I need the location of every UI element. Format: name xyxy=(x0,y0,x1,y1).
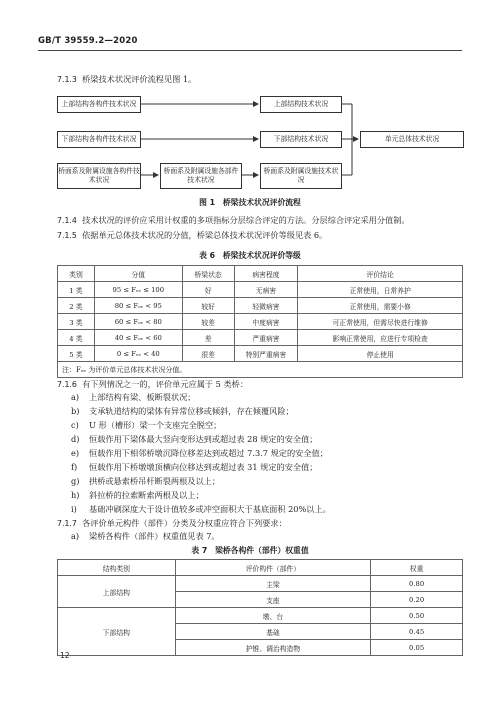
table-header-row xyxy=(58,560,463,576)
paragraph-7-1-5 xyxy=(57,229,327,242)
paragraph-7-1-7 xyxy=(57,517,287,530)
table-row xyxy=(58,608,463,624)
table-cell: 较差 xyxy=(182,314,234,330)
list-item xyxy=(71,530,220,542)
list-item xyxy=(71,489,204,501)
table-cell: 80 ≤ Fₒᵥ < 95 xyxy=(94,298,182,314)
figure-1 xyxy=(0,0,500,200)
list-marker: i) xyxy=(71,504,77,514)
table-note: 注：Fₒᵥ 为评价单元总体技术状况分值。 xyxy=(58,362,463,378)
table-7-caption: 表 7 梁桥各构件（部件）权重值 xyxy=(191,546,309,555)
table-cell: 0 ≤ Fₒᵥ < 40 xyxy=(94,346,182,362)
list-item xyxy=(71,461,318,473)
flow-box-deck: 桥面系及附属设施技术状况 xyxy=(260,163,342,189)
table-cell: 0.80 xyxy=(371,576,463,592)
table-cell: 0.45 xyxy=(371,624,463,640)
table-note-row xyxy=(58,362,463,378)
table-cell: 差 xyxy=(182,330,234,346)
table-row xyxy=(58,576,463,592)
paragraph-7-1-6 xyxy=(57,378,248,391)
flow-box-superstructure-components: 上部结构各构件技术状况 xyxy=(57,96,141,113)
section-number: 7.1.5 xyxy=(57,231,77,240)
list-marker: h) xyxy=(71,490,80,500)
list-text: 恒载作用下相邻桥墩沉降位移差达到或超过 7.3.7 规定的安全值； xyxy=(89,448,328,458)
table-6-caption: 表 6 桥梁技术状况评价等级 xyxy=(199,251,301,260)
table-cell: 中度病害 xyxy=(234,314,298,330)
paragraph-text: 技术状况的评价应采用计权重的多项指标分层综合评定的方法。分层综合评定采用分值制。 xyxy=(82,215,410,225)
standard-number: GB/T 39559.2—2020 xyxy=(38,36,138,46)
list-text: 恒载作用下梁体最大竖向变形达到或超过表 28 规定的安全值； xyxy=(89,434,318,444)
table-cell: 较好 xyxy=(182,298,234,314)
list-text: 上部结构有梁、板断裂状况； xyxy=(89,392,196,402)
list-item xyxy=(71,433,318,445)
table-cell: 3 类 xyxy=(58,314,95,330)
list-item xyxy=(71,405,294,417)
section-number: 7.1.4 xyxy=(57,216,77,225)
category-cell: 下部结构 xyxy=(58,608,176,656)
flow-box-substructure: 下部结构技术状况 xyxy=(260,131,342,148)
table-row xyxy=(58,330,463,346)
list-item xyxy=(71,475,220,487)
table-cell: 正常使用，日常养护 xyxy=(298,282,463,298)
table-cell: 主梁 xyxy=(175,576,371,592)
list-marker: f) xyxy=(71,462,78,472)
list-text: 基础冲刷深度大于设计值较多或冲空面积大于基底面积 20%以上。 xyxy=(89,504,331,514)
column-header: 分值 xyxy=(94,266,182,282)
section-number: 7.1.6 xyxy=(57,380,77,389)
page-number: 12 xyxy=(60,651,70,660)
table-cell: 60 ≤ Fₒᵥ < 80 xyxy=(94,314,182,330)
table-cell: 好 xyxy=(182,282,234,298)
list-item xyxy=(71,419,221,431)
list-text: 拱桥或悬索桥吊杆断裂两根及以上； xyxy=(89,476,221,486)
list-marker: g) xyxy=(71,476,80,486)
table-row xyxy=(58,282,463,298)
table-cell: 可正常使用，但需尽快进行维修 xyxy=(298,314,463,330)
table-cell: 0.05 xyxy=(371,640,463,656)
table-cell: 无病害 xyxy=(234,282,298,298)
table-cell: 特别严重病害 xyxy=(234,346,298,362)
table-cell: 护锥、调治构造物 xyxy=(175,640,371,656)
figure-1-caption: 图 1 桥梁技术状况评价流程 xyxy=(199,198,301,207)
paragraph-text: 桥梁技术状况评价流程见图 1。 xyxy=(82,74,197,84)
list-item xyxy=(71,391,195,403)
list-text: 支承轨道结构的梁体有异常位移或倾斜，存在倾覆风险； xyxy=(89,406,294,416)
paragraph-7-1-4 xyxy=(57,214,410,227)
column-header: 病害程度 xyxy=(234,266,298,282)
table-cell: 2 类 xyxy=(58,298,95,314)
section-number: 7.1.3 xyxy=(57,75,77,84)
table-cell: 1 类 xyxy=(58,282,95,298)
list-marker: b) xyxy=(71,406,80,416)
list-marker: a) xyxy=(71,531,80,541)
table-cell: 0.20 xyxy=(371,592,463,608)
table-cell: 基础 xyxy=(175,624,371,640)
table-cell: 支座 xyxy=(175,592,371,608)
category-cell: 上部结构 xyxy=(58,576,176,608)
flow-box-superstructure: 上部结构技术状况 xyxy=(260,96,342,113)
table-header-row xyxy=(58,266,463,282)
list-marker: d) xyxy=(71,434,80,444)
list-marker: e) xyxy=(71,448,80,458)
list-marker: c) xyxy=(71,420,79,430)
flow-box-substructure-components: 下部结构各构件技术状况 xyxy=(57,131,141,148)
column-header: 权重 xyxy=(371,560,463,576)
list-text: 恒载作用下桥墩墩顶横向位移达到或超过表 31 规定的安全值； xyxy=(89,462,318,472)
column-header: 结构类别 xyxy=(58,560,176,576)
table-cell: 严重病害 xyxy=(234,330,298,346)
table-row xyxy=(58,298,463,314)
paragraph-text: 有下列情况之一的，评价单元应属于 5 类桥： xyxy=(82,379,249,389)
flow-box-unit-overall: 单元总体技术状况 xyxy=(360,131,464,148)
table-row xyxy=(58,314,463,330)
list-marker: a) xyxy=(71,392,80,402)
table-cell: 4 类 xyxy=(58,330,95,346)
flow-box-deck-parts: 桥面系及附属设施各部件技术状况 xyxy=(160,163,242,189)
table-cell: 95 ≤ Fₒᵥ ≤ 100 xyxy=(94,282,182,298)
column-header: 类别 xyxy=(58,266,95,282)
list-item xyxy=(71,503,331,515)
list-item xyxy=(71,447,328,459)
paragraph-text: 各评价单元构件（部件）分类及分权重应符合下列要求： xyxy=(82,518,287,528)
table-cell: 墩、台 xyxy=(175,608,371,624)
paragraph-text: 依据单元总体技术状况的分值，桥梁总体技术状况评价等级见表 6。 xyxy=(82,230,328,240)
table-cell: 5 类 xyxy=(58,346,95,362)
table-cell: 停止使用 xyxy=(298,346,463,362)
table-row xyxy=(58,346,463,362)
table-cell: 40 ≤ Fₒᵥ < 60 xyxy=(94,330,182,346)
table-cell: 轻微病害 xyxy=(234,298,298,314)
table-cell: 影响正常使用，应进行专项检查 xyxy=(298,330,463,346)
column-header: 桥梁状态 xyxy=(182,266,234,282)
table-cell: 0.50 xyxy=(371,608,463,624)
table-6 xyxy=(57,265,463,378)
column-header: 评价结论 xyxy=(298,266,463,282)
table-7 xyxy=(57,559,463,656)
column-header: 评价构件（部件） xyxy=(175,560,371,576)
list-text: 斜拉桥的拉索断索两根及以上； xyxy=(89,490,204,500)
list-text: U 形（槽形）梁一个支座完全脱空； xyxy=(89,420,222,430)
flow-box-deck-components: 桥面系及附属设施各构件技术状况 xyxy=(57,163,141,189)
table-cell: 正常使用，需要小修 xyxy=(298,298,463,314)
list-text: 梁桥各构件（部件）权重值见表 7。 xyxy=(89,531,220,541)
section-number: 7.1.7 xyxy=(57,519,77,528)
table-cell: 很差 xyxy=(182,346,234,362)
